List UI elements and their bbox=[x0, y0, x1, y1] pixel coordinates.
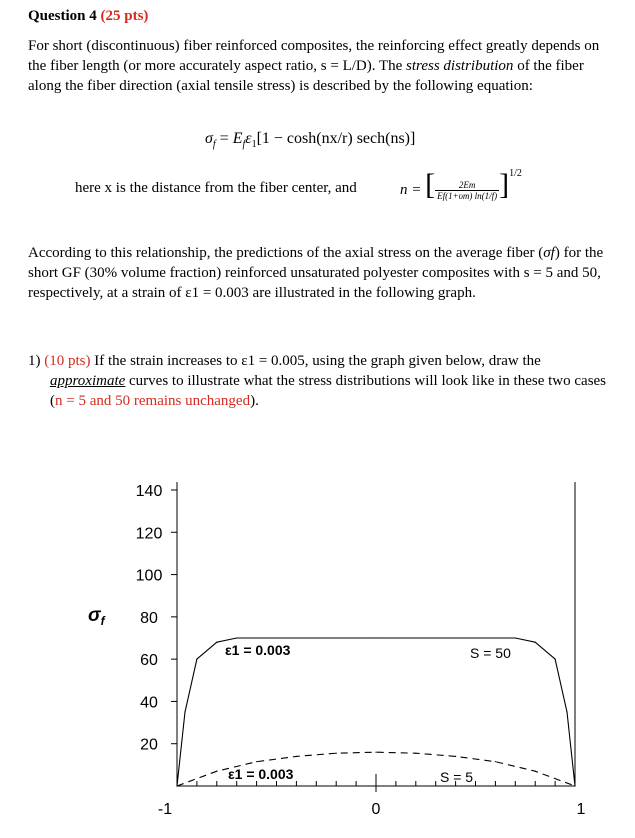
data-point bbox=[336, 753, 337, 754]
task-text-1: If the strain increases to ε1 = 0.005, using the graph given below, draw the bbox=[90, 353, 541, 369]
data-point bbox=[566, 711, 567, 712]
data-point bbox=[296, 756, 297, 757]
y-tick-label: 40 bbox=[140, 694, 158, 712]
data-point bbox=[216, 771, 217, 772]
y-tick-label: 60 bbox=[140, 652, 158, 670]
task-red-note: n = 5 and 50 remains unchanged bbox=[55, 393, 251, 409]
data-point bbox=[196, 659, 197, 660]
data-point bbox=[455, 756, 456, 757]
y-axis-label: $\sigma_f$ bbox=[88, 605, 105, 628]
intro-text-1: For short (discontinuous) fiber reinforced composites, the reinforcing effect greatly depends on the fiber length (or more accurately aspect ratio, s = L/D). The bbox=[28, 38, 600, 74]
n-label: n = bbox=[400, 182, 422, 198]
data-point bbox=[535, 771, 536, 772]
x-tick-label: 0 bbox=[371, 801, 381, 818]
task-item: 1) (10 pts) If the strain increases to ε1 = 0.005, using the graph given below, draw the approximate curves to illustrate what the stress distributions will look like in these two cases (n = 5 and 50 remains unchanged). bbox=[28, 353, 607, 409]
series-label-s50: S = 50 bbox=[470, 645, 511, 661]
chart-ticks bbox=[136, 483, 586, 818]
data-point bbox=[515, 637, 516, 638]
y-tick-label: 100 bbox=[135, 567, 163, 585]
strain-label-s5: ε1 = 0.003 bbox=[228, 766, 294, 782]
data-point bbox=[236, 637, 237, 638]
series-s50-line bbox=[177, 638, 575, 786]
data-point bbox=[375, 637, 376, 638]
task-points: (10 pts) bbox=[44, 353, 91, 369]
data-point bbox=[216, 642, 217, 643]
strain-label-s50: ε1 = 0.003 bbox=[225, 642, 291, 658]
chart-series bbox=[176, 637, 575, 786]
chart-axes bbox=[177, 482, 575, 786]
task-underlined: approximate bbox=[50, 373, 126, 389]
data-point bbox=[256, 761, 257, 762]
series-label-s5: S = 5 bbox=[440, 769, 474, 785]
relationship-paragraph: According to this relationship, the predictions of the axial stress on the average fiber (σf) for the short GF (30% volume fraction) reinforced unsaturated polyester composites with s = 5 and 50, respectively, at a strain of ε1 = 0.003 are illustrated in the following graph. bbox=[28, 245, 604, 301]
intro-italic: stress distribution bbox=[406, 58, 514, 74]
question-points: (25 pts) bbox=[100, 8, 149, 24]
n-exponent: 1/2 bbox=[509, 168, 522, 179]
data-point bbox=[555, 659, 556, 660]
data-point bbox=[495, 761, 496, 762]
intro-text-2: of the fiber along the fiber direction (axial tensile stress) is described by the following equation: bbox=[28, 58, 584, 94]
x-definition: here x is the distance from the fiber center, and bbox=[75, 180, 357, 196]
x-tick-label: 1 bbox=[576, 801, 586, 818]
stress-equation: $\sigma_f = E_f\varepsilon_1[1 - \cosh(nx/r)$ sech(ns)] bbox=[205, 130, 416, 151]
y-tick-label: 20 bbox=[140, 736, 158, 754]
data-point bbox=[176, 785, 177, 786]
n-equation: n = [ $\frac{2Em}{Ef(1+\upsilon m) \ln(1/f)}$ ]$^{1/2}$ bbox=[400, 168, 522, 202]
data-point bbox=[184, 711, 185, 712]
n-fraction: $\frac{2Em}{Ef(1+\upsilon m) \ln(1/f)}$ bbox=[437, 180, 498, 202]
y-tick-label: 80 bbox=[140, 609, 158, 627]
task-number: 1) bbox=[28, 353, 41, 369]
question-number: Question 4 bbox=[28, 8, 97, 24]
data-point bbox=[535, 642, 536, 643]
data-point bbox=[375, 752, 376, 753]
x-tick-label: -1 bbox=[157, 801, 173, 818]
data-point bbox=[415, 753, 416, 754]
data-point bbox=[574, 785, 575, 786]
y-tick-label: 120 bbox=[135, 525, 163, 543]
y-tick-label: 140 bbox=[135, 483, 163, 500]
